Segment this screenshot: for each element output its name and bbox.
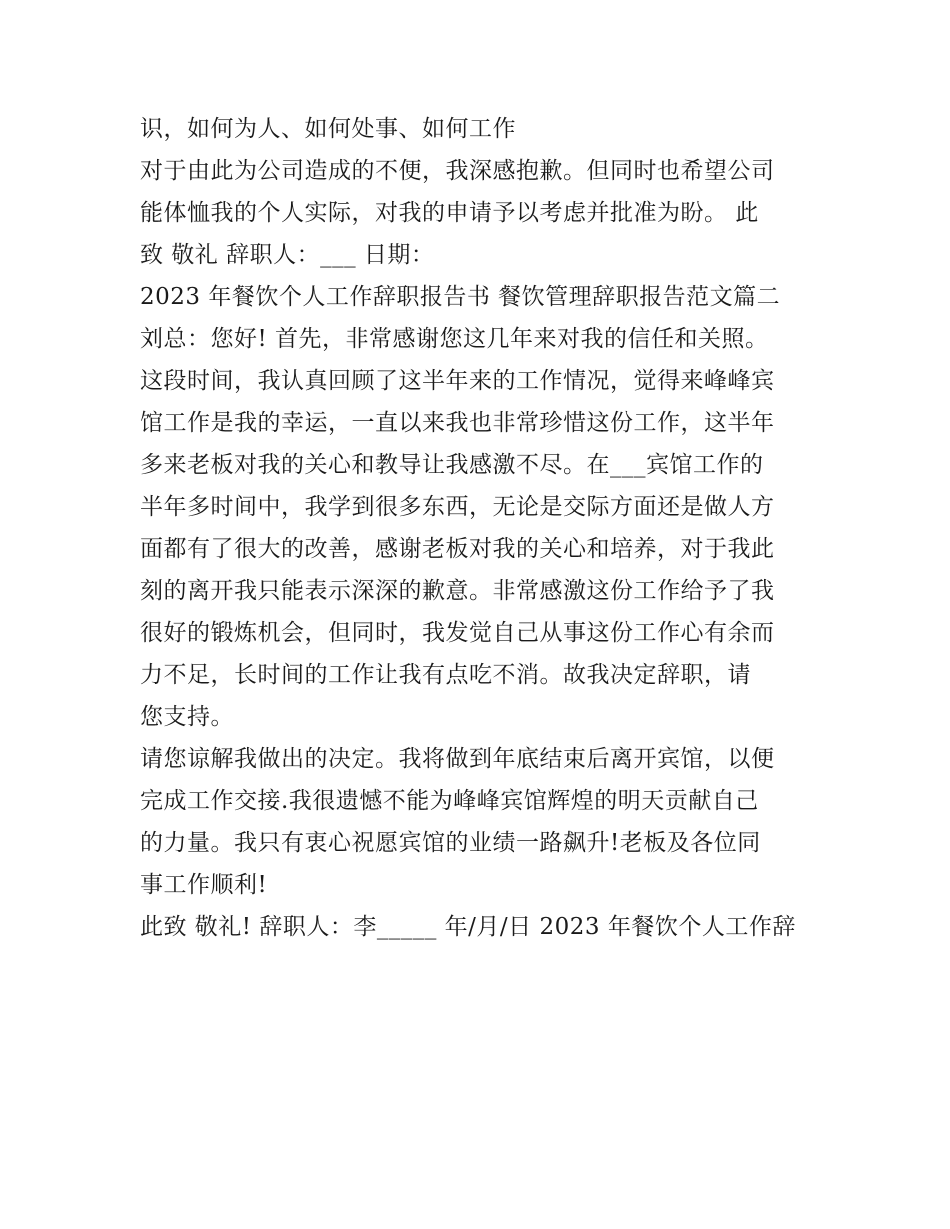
text-line: 识，如何为人、如何处事、如何工作 bbox=[140, 116, 516, 142]
text-line: 您支持。 bbox=[140, 704, 234, 730]
text-line: 面都有了很大的改善，感谢老板对我的关心和培养，对于我此 bbox=[140, 536, 775, 562]
text-line: 对于由此为公司造成的不便，我深感抱歉。但同时也希望公司 bbox=[140, 158, 775, 184]
text-line: 完成工作交接.我很遗憾不能为峰峰宾馆辉煌的明天贡献自己 bbox=[140, 788, 759, 814]
text-line: 的力量。我只有衷心祝愿宾馆的业绩一路飙升!老板及各位同 bbox=[140, 830, 761, 856]
text-line: 馆工作是我的幸运，一直以来我也非常珍惜这份工作，这半年 bbox=[140, 410, 775, 436]
text-line: 半年多时间中，我学到很多东西，无论是交际方面还是做人方 bbox=[140, 494, 775, 520]
text-line: 力不足，长时间的工作让我有点吃不消。故我决定辞职，请 bbox=[140, 662, 751, 688]
document-body bbox=[140, 108, 820, 948]
text-line: 刘总：您好! 首先，非常感谢您这几年来对我的信任和关照。 bbox=[140, 326, 769, 352]
section-heading-line: 2023 年餐饮个人工作辞职报告书 餐饮管理辞职报告范文篇二 bbox=[140, 284, 781, 310]
text-line: 这段时间，我认真回顾了这半年来的工作情况，觉得来峰峰宾 bbox=[140, 368, 775, 394]
text-line: 事工作顺利! bbox=[140, 872, 268, 898]
text-line: 多来老板对我的关心和教导让我感激不尽。在___宾馆工作的 bbox=[140, 452, 764, 478]
text-line: 很好的锻炼机会，但同时，我发觉自己从事这份工作心有余而 bbox=[140, 620, 775, 646]
text-line: 此致 敬礼! 辞职人：李_____ 年/月/日 2023 年餐饮个人工作辞 bbox=[140, 914, 796, 940]
text-line: 能体恤我的个人实际，对我的申请予以考虑并批准为盼。 此 bbox=[140, 200, 759, 226]
text-line: 刻的离开我只能表示深深的歉意。非常感激这份工作给予了我 bbox=[140, 578, 775, 604]
text-line: 请您谅解我做出的决定。我将做到年底结束后离开宾馆，以便 bbox=[140, 746, 775, 772]
text-line: 致 敬礼 辞职人：___ 日期： bbox=[140, 242, 435, 268]
